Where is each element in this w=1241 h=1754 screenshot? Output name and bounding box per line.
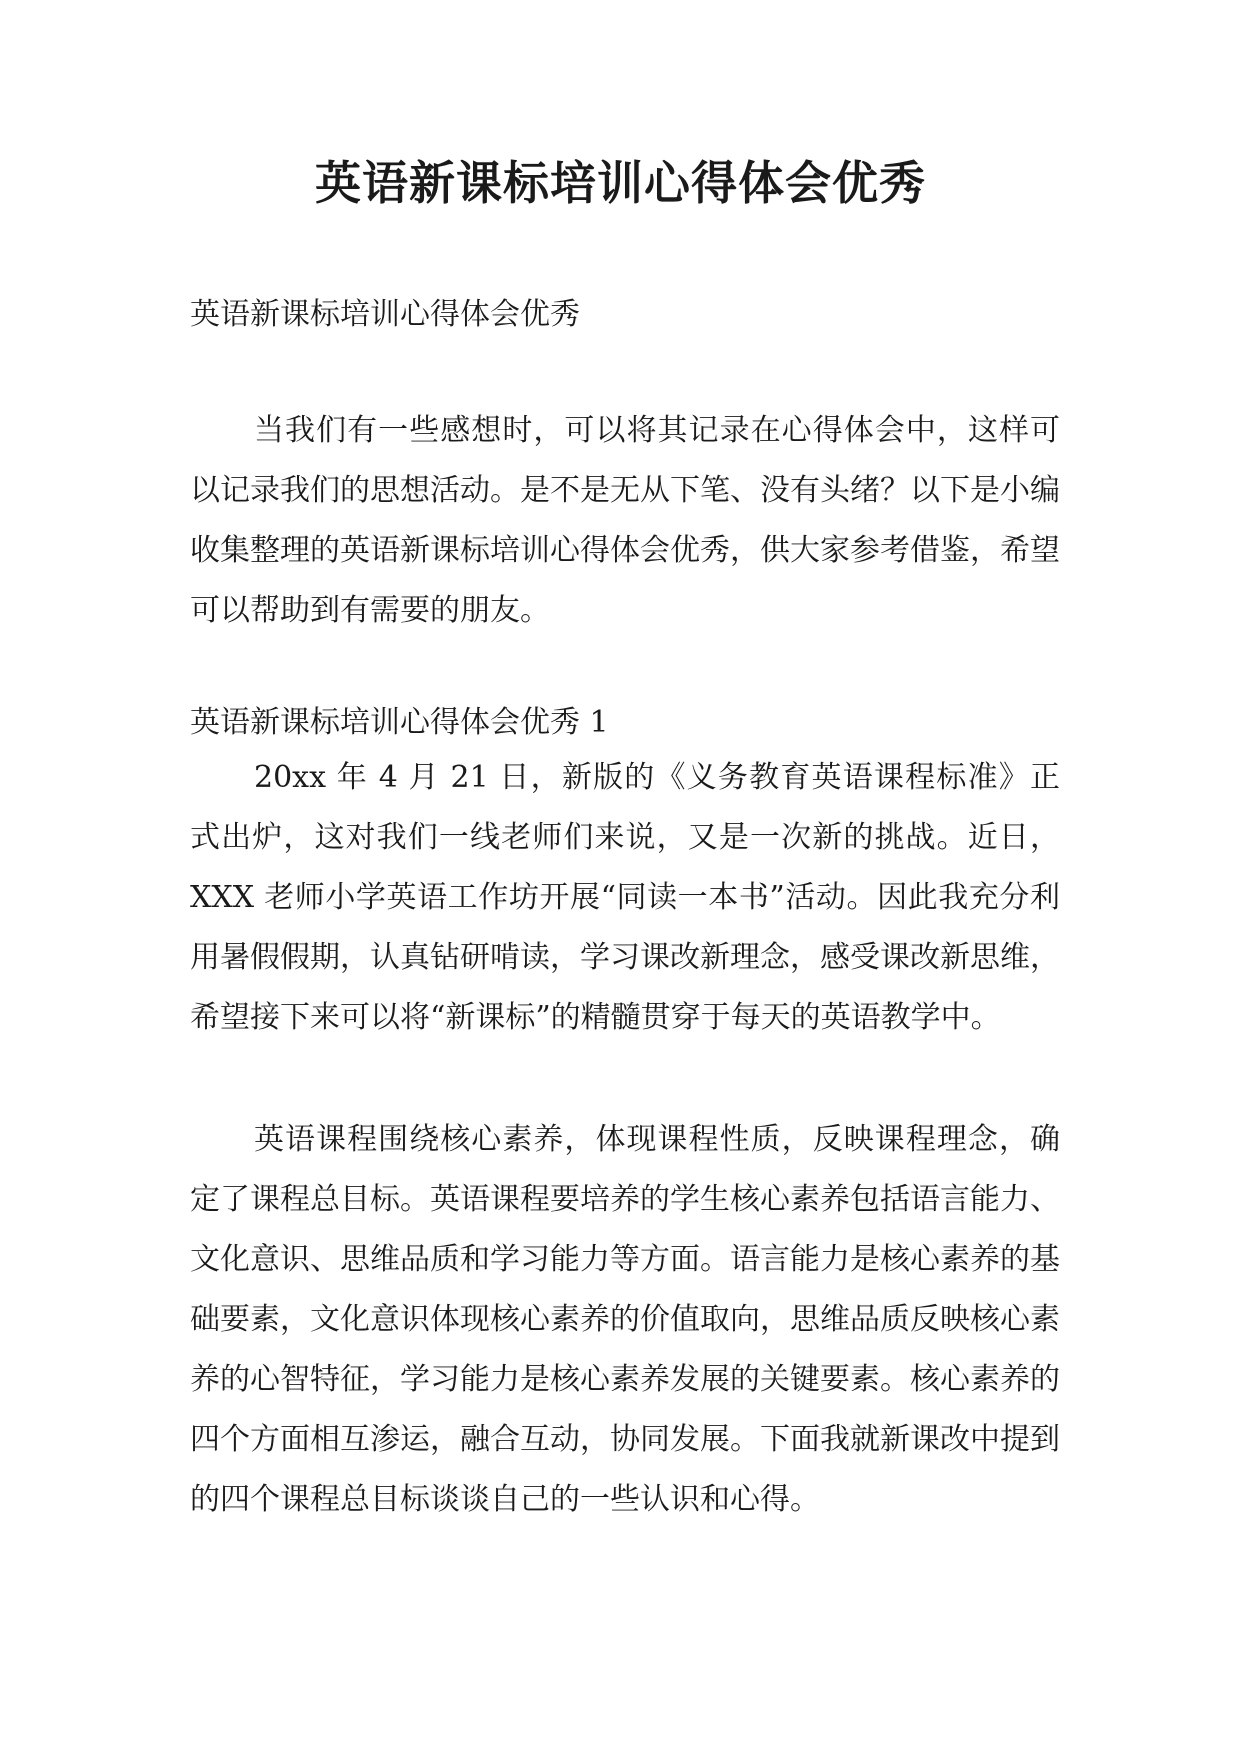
- document-title: 英语新课标培训心得体会优秀: [315, 156, 926, 210]
- intro-paragraph: 当我们有一些感想时，可以将其记录在心得体会中，这样可以记录我们的思想活动。是不是无从下笔、没有头绪？以下是小编收集整理的英语新课标培训心得体会优秀，供大家参考借鉴，希望可以帮助到有需要的朋友。: [190, 413, 1060, 628]
- body-paragraph: 20xx 年 4 月 21 日，新版的《义务教育英语课程标准》正式出炉，这对我们一线老师们来说，又是一次新的挑战。近日，XXX 老师小学英语工作坊开展“同读一本书”活动。因此我充分利用暑假假期，认真钻研啃读，学习课改新理念，感受课改新思维，希望接下来可以将“新课标”的精髓贯穿于每天的英语教学中。: [190, 760, 1060, 1035]
- section-heading: 英语新课标培训心得体会优秀 1: [190, 705, 609, 740]
- body-paragraph: 英语课程围绕核心素养，体现课程性质，反映课程理念，确定了课程总目标。英语课程要培养的学生核心素养包括语言能力、文化意识、思维品质和学习能力等方面。语言能力是核心素养的基础要素，文化意识体现核心素养的价值取向，思维品质反映核心素养的心智特征，学习能力是核心素养发展的关键要素。核心素养的四个方面相互渗运，融合互动，协同发展。下面我就新课改中提到的四个课程总目标谈谈自己的一些认识和心得。: [190, 1122, 1060, 1517]
- document-subtitle: 英语新课标培训心得体会优秀: [190, 297, 580, 332]
